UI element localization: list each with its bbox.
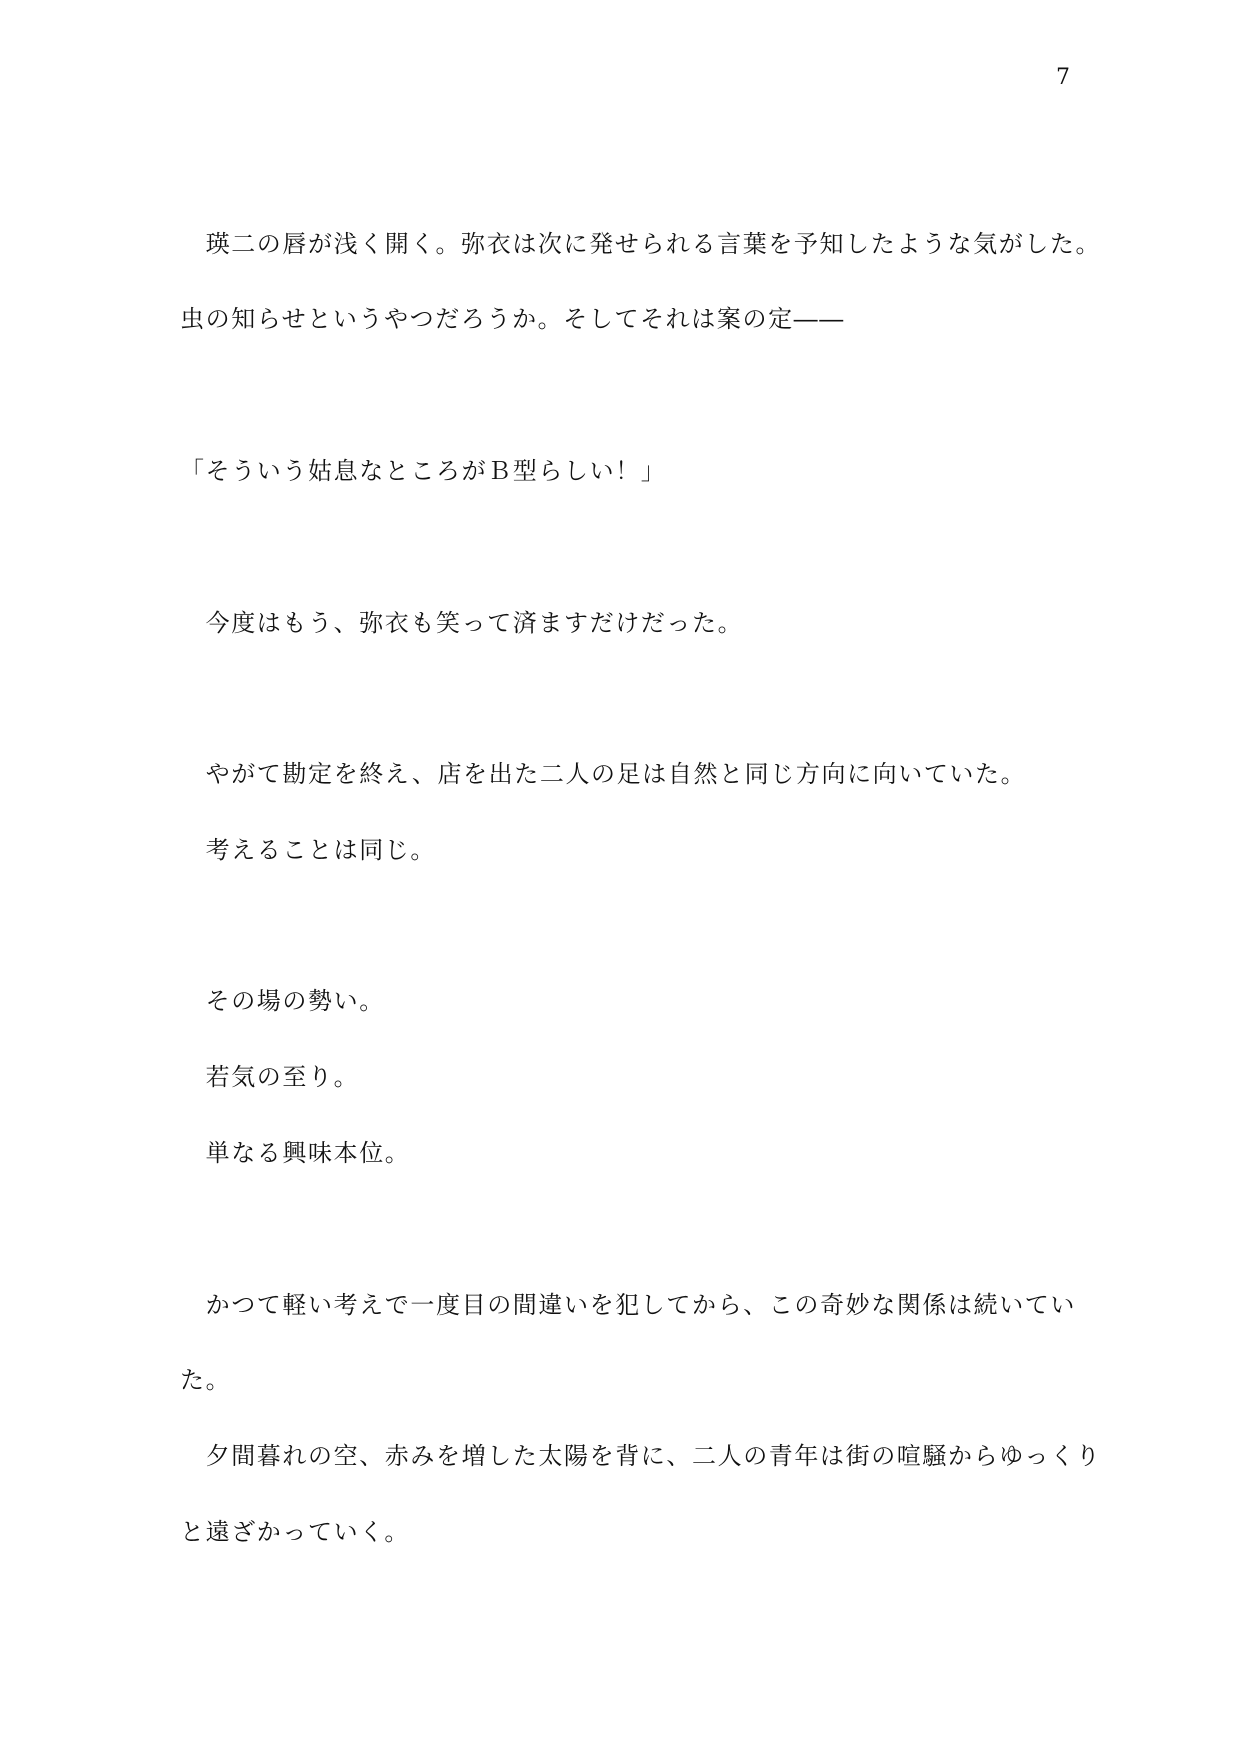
- text-line: やがて勘定を終え、店を出た二人の足は自然と同じ方向に向いていた。: [180, 760, 1027, 788]
- text-line: 単なる興味本位。: [180, 1139, 411, 1167]
- text-line: 虫の知らせというやつだろうか。そしてそれは案の定――: [180, 305, 845, 333]
- page-number: 7: [1056, 65, 1070, 90]
- text-line: かつて軽い考えで一度目の間違いを犯してから、この奇妙な関係は続いてい: [180, 1291, 1076, 1319]
- text-line: と遠ざかっていく。: [180, 1518, 410, 1546]
- text-line: 若気の至り。: [180, 1063, 360, 1091]
- text-line: 夕間暮れの空、赤みを増した太陽を背に、二人の青年は街の喧騒からゆっくり: [180, 1442, 1102, 1470]
- text-line: 「そういう姑息なところがＢ型らしい！」: [180, 457, 667, 485]
- text-line: 考えることは同じ。: [180, 836, 436, 864]
- text-line: 瑛二の唇が浅く開く。弥衣は次に発せられる言葉を予知したような気がした。: [180, 230, 1102, 258]
- text-line: 今度はもう、弥衣も笑って済ますだけだった。: [180, 609, 744, 637]
- text-line: た。: [180, 1366, 232, 1394]
- text-line: その場の勢い。: [180, 987, 385, 1015]
